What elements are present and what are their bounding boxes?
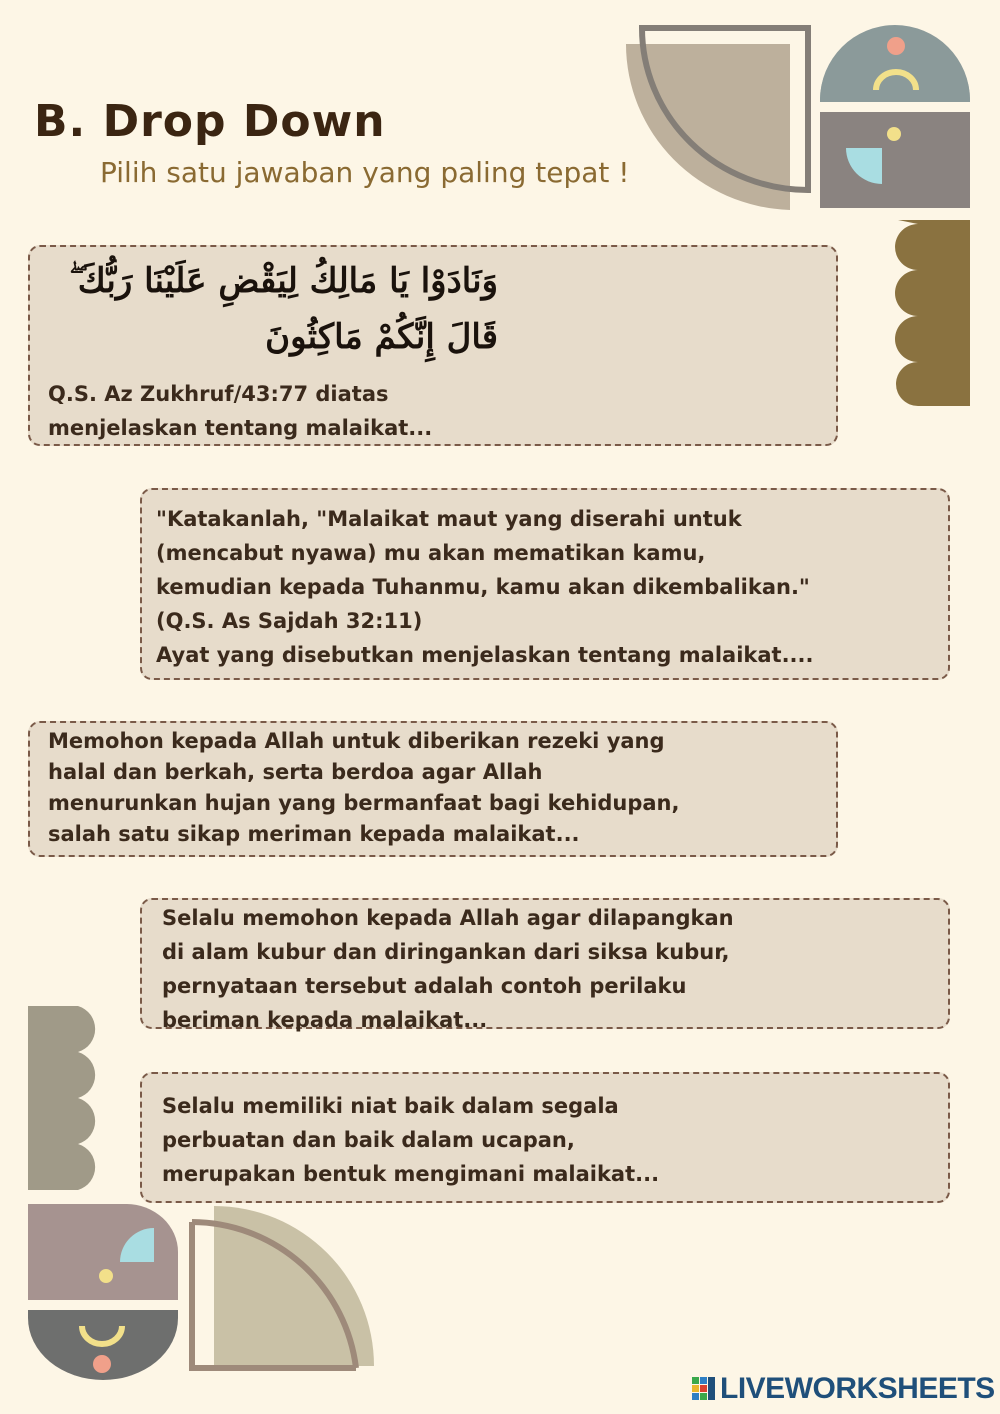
- question-text: [48, 377, 432, 445]
- question-text: [156, 502, 813, 672]
- question-box-5: [140, 1072, 950, 1203]
- question-line: beriman kepada malaikat...: [162, 1008, 488, 1032]
- arabic-line-1: وَنَادَوْا يَا مَالِكُ لِيَقْضِ عَلَيْنَا رَبُّكَ ۖ: [69, 261, 498, 301]
- question-line: Selalu memiliki niat baik dalam segala: [162, 1094, 619, 1118]
- question-line: salah satu sikap meriman kepada malaikat...: [48, 822, 580, 846]
- question-line: (mencabut nyawa) mu akan mematikan kamu,: [156, 541, 706, 565]
- question-line: (Q.S. As Sajdah 32:11): [156, 609, 423, 633]
- question-box-2: [140, 488, 950, 680]
- liveworksheets-logo[interactable]: [692, 1372, 995, 1406]
- logo-text: LIVEWORKSHEETS: [720, 1372, 995, 1405]
- question-box-3: [28, 721, 838, 857]
- question-line: di alam kubur dan diringankan dari siksa kubur,: [162, 940, 730, 964]
- question-text: [162, 901, 734, 1037]
- question-line: halal dan berkah, serta berdoa agar Allah: [48, 760, 543, 784]
- question-line: merupakan bentuk mengimani malaikat...: [162, 1162, 660, 1186]
- page-title: B. Drop Down: [34, 96, 386, 147]
- question-line: kemudian kepada Tuhanmu, kamu akan dikembalikan.": [156, 575, 810, 599]
- question-text: [162, 1089, 659, 1191]
- question-line: menjelaskan tentang malaikat...: [48, 416, 433, 440]
- question-text: [48, 726, 679, 850]
- question-line: Ayat yang disebutkan menjelaskan tentang malaikat....: [156, 643, 814, 667]
- question-box-1: [28, 245, 838, 446]
- question-line: Selalu memohon kepada Allah agar dilapangkan: [162, 906, 734, 930]
- liveworksheets-logo-icon: [692, 1377, 716, 1401]
- page-subtitle: Pilih satu jawaban yang paling tepat !: [100, 156, 630, 189]
- question-box-4: [140, 898, 950, 1032]
- question-line: pernyataan tersebut adalah contoh perilaku: [162, 974, 687, 998]
- question-line: menurunkan hujan yang bermanfaat bagi kehidupan,: [48, 791, 680, 815]
- arabic-verse: [38, 253, 498, 365]
- question-line: Q.S. Az Zukhruf/43:77 diatas: [48, 382, 389, 406]
- question-line: perbuatan dan baik dalam ucapan,: [162, 1128, 575, 1152]
- question-line: "Katakanlah, "Malaikat maut yang diserahi untuk: [156, 507, 742, 531]
- question-line: Memohon kepada Allah untuk diberikan rezeki yang: [48, 729, 665, 753]
- arabic-line-2: قَالَ إِنَّكُمْ مَاكِثُونَ: [265, 317, 498, 357]
